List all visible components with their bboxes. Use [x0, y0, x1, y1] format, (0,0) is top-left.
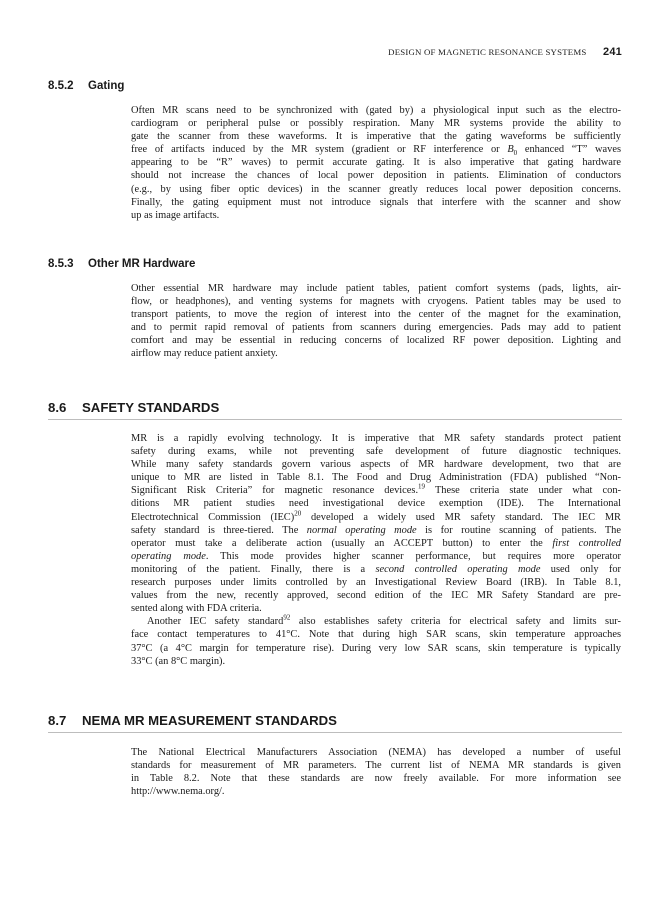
section-title: SAFETY STANDARDS: [82, 400, 220, 415]
text-run: Another IEC safety standard: [147, 616, 284, 628]
text-run: . This mode provides higher scanner performance, but requires more operator: [205, 550, 621, 562]
reference-92: 92: [283, 613, 291, 622]
text-line: gate the scanner from these waveforms. It is imperative that the gating waveforms be sufficiently: [131, 131, 621, 143]
running-head-title: DESIGN OF MAGNETIC RESONANCE SYSTEMS: [388, 47, 587, 57]
subsection-number: 8.5.2: [48, 80, 74, 92]
text-run: Significant Risk Criteria” for magnetic resonance devices.: [131, 485, 419, 497]
page-number: 241: [603, 46, 622, 58]
subsection-number: 8.5.3: [48, 258, 74, 270]
text-line: [131, 563, 621, 576]
text-line: [131, 615, 621, 628]
text-line: appearing to be “R” waves) to permit accurate gating. It is also imperative that gating hardware: [131, 157, 621, 169]
text-run: enhanced “T” waves: [517, 144, 621, 156]
text-line: flow, or headphones), and venting systems for magnets with cryogens. Patient tables may be used to: [131, 296, 621, 308]
text-run: is for routine scanning of patients. The: [416, 524, 621, 536]
text-run: safety standard is three-tiered. The: [131, 524, 307, 536]
section-title: NEMA MR MEASUREMENT STANDARDS: [82, 713, 337, 728]
text-run: These criteria state under what con-: [425, 485, 621, 497]
section-heading-nema-standards: [48, 713, 622, 733]
text-line: [131, 511, 621, 524]
emphasis: second controlled operating mode: [375, 563, 541, 575]
reference-20: 20: [294, 509, 302, 518]
text-line: Often MR scans need to be synchronized with (gated by) a physiological input such as the electro-: [131, 105, 621, 116]
text-line: [131, 524, 621, 537]
text-line: MR is a rapidly evolving technology. It is imperative that MR safety standards protect patient: [131, 433, 621, 444]
text-line: face contact temperatures to 41°C. Note that during high SAR scans, skin temperature approaches: [131, 629, 621, 641]
text-run: Electrotechnical Commission (IEC): [131, 511, 295, 523]
text-line: transport patients, to move the region of interest into the center of the magnet for the examination,: [131, 309, 621, 321]
text-run: used only for: [540, 563, 621, 575]
text-line: 37°C (a 4°C margin for temperature rise). During very low SAR scans, skin temperature is typically: [131, 642, 621, 654]
text-line: safety during exams, while not preventing safe development of future diagnostic techniques.: [131, 446, 621, 458]
text-line: ditions MR patient studies need investigational device exemption (IDE). The International: [131, 498, 621, 510]
subsection-heading-other-hardware: [48, 258, 195, 270]
text-line: in Table 8.2. Note that these standards are now freely available. For more information see: [131, 773, 621, 785]
text-line: up as image artifacts.: [131, 209, 220, 221]
section-number: 8.7: [48, 713, 67, 728]
text-line: unique to MR are listed in Table 8.1. The Food and Drug Administration (FDA) published “Non-: [131, 472, 621, 484]
text-run: monitoring of the patient. Finally, there is a: [131, 563, 376, 575]
text-line: research purposes under limits controlled by an Investigational Review Board (IRB). In Table 8.1,: [131, 577, 621, 589]
text-line: (e.g., by using fiber optic devices) in the scanner greatly reduces local power deposition concerns.: [131, 183, 621, 195]
text-run: also establishes safety criteria for electrical safety and limits sur-: [290, 616, 622, 628]
text-line: Other essential MR hardware may include patient tables, patient comfort systems (pads, lights, air-: [131, 283, 621, 294]
emphasis: normal operating mode: [306, 524, 417, 536]
text-line: Finally, the gating equipment must not introduce signals that interfere with the scanner and show: [131, 196, 621, 208]
subsection-heading-gating: [48, 80, 124, 92]
emphasis: first controlled: [552, 537, 621, 549]
subsection-title: Other MR Hardware: [88, 258, 196, 270]
text-line: should not increase the chances of local power deposition in patients. Elimination of conductors: [131, 170, 621, 182]
paragraph-nema-standards: [131, 746, 621, 798]
text-line: While many safety standards govern various aspects of MR hardware development, two that are: [131, 459, 621, 471]
text-line: standards for measurement of MR parameters. The current list of NEMA MR standards is given: [131, 760, 621, 772]
paragraph-gating: [131, 104, 621, 222]
text-line: comfort and may be essential in reducing concerns of localized RF power deposition. Lighting and: [131, 335, 621, 347]
text-line: [131, 143, 621, 156]
text-line: airflow may reduce patient anxiety.: [131, 348, 278, 360]
paragraph-safety-standards: [131, 432, 621, 668]
text-run: operator must take a deliberate action (usually an ACCEPT button) to enter the: [131, 537, 553, 549]
text-run: developed a widely used MR safety standard. The IEC MR: [301, 511, 621, 523]
text-line: The National Electrical Manufacturers Association (NEMA) has developed a number of useful: [131, 747, 621, 758]
section-number: 8.6: [48, 400, 67, 415]
text-line: 33°C (an 8°C margin).: [131, 655, 226, 667]
text-line: [131, 484, 621, 497]
text-line: [131, 537, 621, 550]
paragraph-other-hardware: [131, 282, 621, 361]
text-line: sented along with FDA criteria.: [131, 603, 262, 615]
reference-19: 19: [418, 482, 426, 491]
nema-url-line: http://www.nema.org/.: [131, 786, 225, 798]
emphasis: operating mode: [131, 550, 206, 562]
text-line: [131, 550, 621, 563]
section-heading-safety-standards: [48, 400, 622, 420]
subsection-title: Gating: [88, 80, 125, 92]
text-line: and to permit rapid removal of patients from scanners during emergencies. Pads may add to patient: [131, 322, 621, 334]
text-line: cardiogram or peripheral pulse or possibly respiration. Many MR systems provide the ability to: [131, 118, 621, 130]
running-head: [388, 46, 622, 58]
b0-symbol: B: [507, 144, 514, 156]
text-line: values from the new, recently approved, second edition of the IEC MR Safety Standard are pre-: [131, 590, 621, 602]
text-run: free of artifacts induced by the MR system (gradient or RF interference or: [131, 144, 508, 156]
subscript: 0: [513, 149, 518, 158]
